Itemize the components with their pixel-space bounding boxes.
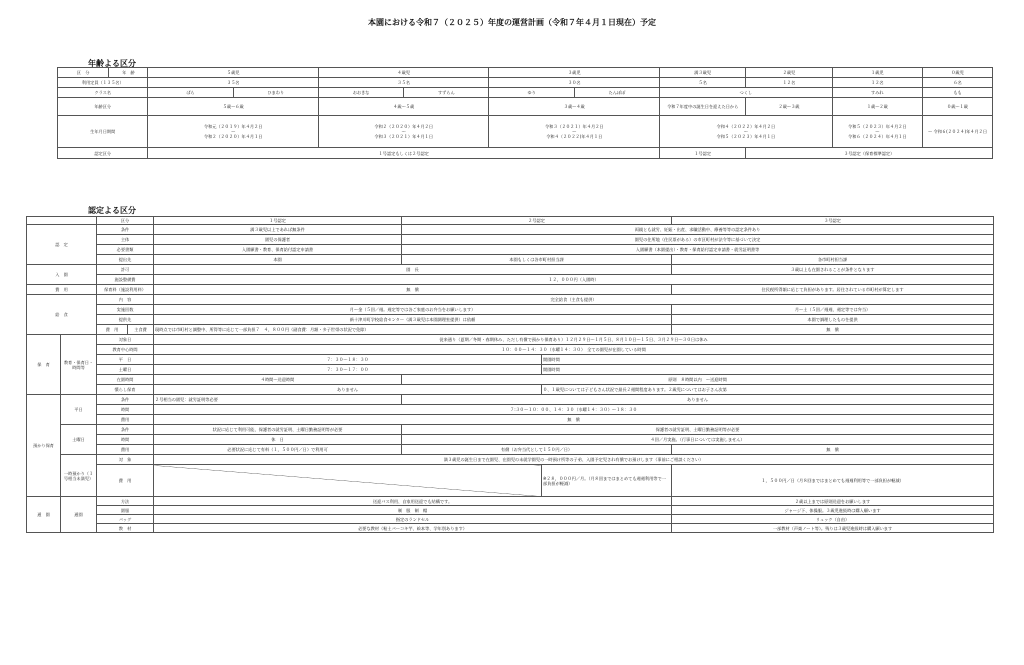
class-cell: おおきな (318, 88, 403, 98)
cert-cell: 園 長 (154, 265, 672, 275)
cert-cell: 制 服 制 帽 (154, 506, 672, 515)
age-range-cell: ５歳〜６歳 (148, 98, 319, 116)
row-label: 必要書類 (97, 245, 154, 255)
age-range-cell: ０歳〜１歳 (923, 98, 993, 116)
cert-cell: ２歳以上までは原則送迎をお願いします (672, 497, 994, 506)
group-label: 保 育 (27, 335, 61, 395)
row-label: 費用 (97, 415, 154, 425)
temp-target-row (27, 455, 994, 465)
cert-cell: 無 償 (672, 445, 994, 455)
row-label: 施設整備費 (97, 275, 154, 285)
class-cell: すみれ (832, 88, 922, 98)
weekday-hours-row (27, 355, 994, 365)
subgroup-label: 教育・保育日・時間等 (61, 335, 97, 395)
capacity-cell: １２名 (832, 78, 922, 88)
meal-content-row (27, 295, 994, 305)
capacity-header: 利用定員（１３５名） (58, 78, 148, 88)
capacity-cell: １２名 (746, 78, 832, 88)
cert-cell: 無 償 (154, 285, 672, 295)
row-label: 実施回数 (97, 305, 154, 315)
cert-cell: ※２８，０００円／月。（月８回まではまとめても週週利用等で一部負担が軽減） (542, 465, 672, 497)
certification-row (58, 148, 993, 159)
commute-uniform-row (27, 506, 994, 515)
cert-cell: リュック（自由） (672, 515, 994, 524)
age-range-cell: １歳〜２歳 (832, 98, 922, 116)
birth-to: 令和６（２０２４）年４月１日 (848, 134, 907, 139)
birth-from: 令和２（２０２０）年４月２日 (374, 124, 434, 129)
cert-cell: 開園時間 (542, 355, 994, 365)
cert-documents-row (27, 245, 994, 255)
cert-cell: 新十津川町学校給食センター（満３歳児は本園調理室提供）は依頼 (154, 315, 672, 325)
birth-sep: 〜 (927, 129, 933, 134)
age-range-cell: 令和７年度中の誕生日を迎えた日から (660, 98, 746, 116)
birth-sep: 〜 (743, 129, 748, 134)
commute-bag-row (27, 515, 994, 524)
row-label: 方法 (97, 497, 154, 506)
class-cell: ゆり (489, 88, 574, 98)
cert-cell: 必要状況に応じて有料（１，５００円／日）で利用可 (154, 445, 402, 455)
extra-sat-time-row (27, 435, 994, 445)
cert-cell: 住民税所得額に応じて負担があります。居住されている市町村が算定します (672, 285, 994, 295)
capacity-row (58, 78, 993, 88)
row-label: 対象日 (97, 335, 154, 345)
row-label: 提供先 (97, 315, 154, 325)
row-label: 費 用 (97, 325, 128, 335)
group-label: 認 定 (27, 225, 97, 265)
cert-cell: ４時間〜送迎時間 (154, 375, 402, 385)
row-label: 教 材 (97, 524, 154, 533)
row-label: 慣らし保育 (97, 385, 154, 395)
cert-cell: 無 償 (672, 325, 994, 335)
row-label: 提出先 (97, 255, 154, 265)
cert-category-row (27, 217, 994, 225)
cert-cell: 完全給食（主食も提供） (154, 295, 994, 305)
meal-days-row (27, 305, 994, 315)
birth-from: 令和３（２０２１）年４月２日 (544, 124, 604, 129)
childcare-fee-row (27, 285, 994, 295)
cert-cell: 月〜金（５回／週。週定等では各ご家庭のお弁当をお願いします） (154, 305, 672, 315)
diagonal-cell (154, 465, 542, 497)
cert-cell: ０、１歳児については子どもさん状況で最長２週間程度あります。２歳児についてはお子さん次第 (542, 385, 994, 395)
subgroup-label: 平日 (61, 395, 97, 425)
cert-cell: 入園願書（本園提出）・教育・保育給付認定申請書・就労証明書等 (402, 245, 994, 255)
row-label: 時間 (97, 435, 154, 445)
cert-cell: 月〜土（５回／週週、週定等では弁当） (672, 305, 994, 315)
row-sublabel: 主食費 (128, 325, 154, 335)
age-section-heading: 年齢よる区分 (88, 59, 136, 68)
cert-cell: 原則 ８時間以内 〜送迎時間 (402, 375, 994, 385)
capacity-cell: ５名 (660, 78, 746, 88)
age-range-header: 年齢区分 (58, 98, 148, 116)
row-label: 費用 (97, 445, 154, 455)
group-label: 費 用 (27, 285, 97, 295)
row-label: 条件 (97, 395, 154, 405)
birth-period-cell (148, 116, 319, 148)
cert-submit-row (27, 255, 994, 265)
cert-cell: ３号認定 (672, 217, 994, 225)
cert-subject-row (27, 235, 994, 245)
birth-from: 令和５（２０２３）年４月２日 (848, 124, 907, 129)
age-cell: ３歳児 (489, 68, 660, 78)
age-range-cell: ４歳〜５歳 (318, 98, 489, 116)
row-label: 対 象 (97, 455, 154, 465)
cert-cell: 本園で調理したものを提供 (672, 315, 994, 325)
cert-table (26, 216, 994, 533)
cert-cell: 満３歳児の誕生日まで在園児、在園児の未就学園児の一時預け所等の子弟、入園予定児され有償でお預けします（事前にご相談ください） (154, 455, 994, 465)
cert-cell: 各市町村担当課 (672, 255, 994, 265)
subgroup-label: 土曜日 (61, 425, 97, 455)
cert-cell: ３歳以上も在園されることが条件となります (672, 265, 994, 275)
row-label: 平 日 (97, 355, 154, 365)
row-label: 費 用 (97, 465, 154, 497)
saturday-hours-row (27, 365, 994, 375)
birth-period-cell (489, 116, 660, 148)
row-label: 主体 (97, 235, 154, 245)
birth-to: 令和３（２０２１）年４月１日 (374, 134, 434, 139)
age-cell: ０歳児 (923, 68, 993, 78)
birth-sep: 〜 (231, 129, 236, 134)
extra-sat-cost-row (27, 445, 994, 455)
age-cell: １歳児 (832, 68, 922, 78)
subgroup-label: 通園 (61, 497, 97, 533)
row-label: バッグ (97, 515, 154, 524)
age-table (57, 67, 993, 159)
age-range-row (58, 98, 993, 116)
age-header: 年 齢 (109, 68, 148, 78)
certification-cell: １号認定もしくは２号認定 (148, 148, 660, 159)
cert-cell: 両親とも就労、妊娠・出産、求職活動中、療養等等の認定条件あり (402, 225, 994, 235)
birth-period-header: 生年月日期間 (58, 116, 148, 148)
capacity-cell: ３０名 (489, 78, 660, 88)
cert-cell: ７:３０〜１０：００、１４：３０（水曜１４：３０）〜１８：３０ (154, 405, 994, 415)
cert-condition-row (27, 225, 994, 235)
cert-cell: １，５００円／日（月８回まではまとめても週週利用等で一部負担が軽減） (672, 465, 994, 497)
class-cell: つくし (660, 88, 833, 98)
group-label: 給 食 (27, 295, 97, 335)
cert-cell: 本園もしくは各市町村担当課 (402, 255, 672, 265)
cert-cell: 送迎バス利用、自家用送迎でも結構です。 (154, 497, 672, 506)
group-label: 通 園 (27, 497, 61, 533)
cert-cell: 保護者の就労証明、土曜日勤務証明等が必要 (402, 425, 994, 435)
cert-cell: 本園 (154, 255, 402, 265)
cert-cell: ジャージ下、体操服。３歳児進級時は購入願います (672, 506, 994, 515)
time-in-care-row (27, 375, 994, 385)
birth-to: 令和２（２０２０）年４月１日 (203, 134, 263, 139)
extended-care-row (27, 385, 994, 395)
facility-fee-row (27, 275, 994, 285)
cert-cell: 状況に応じて利用可能、保護者の就労証明、土曜日勤務証明等が必要 (154, 425, 402, 435)
age-range-cell: ３歳〜４歳 (489, 98, 660, 116)
cert-cell: 園児の保護者 (154, 235, 402, 245)
row-label: 許可 (97, 265, 154, 275)
age-cell: ２歳児 (746, 68, 832, 78)
capacity-cell: ３５名 (148, 78, 319, 88)
category-header: 区 分 (58, 68, 109, 78)
age-row (58, 68, 993, 78)
age-cell: ４歳児 (318, 68, 489, 78)
cert-cell: １０：００〜１４：３０（水曜１４：３０） 全ての園児が在園している時間 (154, 345, 994, 355)
row-label: 園服 (97, 506, 154, 515)
row-label: 区分 (97, 217, 154, 225)
birth-period-cell (660, 116, 833, 148)
capacity-cell: ６名 (923, 78, 993, 88)
cert-cell: 園児の住所地（住民票がある）の市区町村が法令等に基づいて決定 (402, 235, 994, 245)
cert-cell: ７：３０〜１８：３０ (154, 355, 542, 365)
birth-period-cell (318, 116, 489, 148)
cert-cell: ありません (154, 385, 542, 395)
row-label: 条件 (97, 425, 154, 435)
certification-cell: １号認定 (660, 148, 746, 159)
cert-cell: ７：３０〜１７：００ (154, 365, 542, 375)
group-label: 預かり保育 (27, 395, 61, 497)
class-cell: ひまわり (233, 88, 318, 98)
cert-cell: 休 日 (154, 435, 402, 445)
birth-to: 令和５（２０２３）年４月１日 (716, 134, 776, 139)
birth-sep: 〜 (401, 129, 406, 134)
age-cell: ５歳児 (148, 68, 319, 78)
cert-cell: 指定のランドセル (154, 515, 672, 524)
birth-sep: 〜 (572, 129, 577, 134)
cert-cell: 開園時間 (542, 365, 994, 375)
cert-cell: 必要な教材（粘土バーコキ芋、絵本等、学年別あります） (154, 524, 672, 533)
class-cell: もも (923, 88, 993, 98)
class-cell: たんぽぽ (574, 88, 659, 98)
document-title: 本園における令和７（２０２５）年度の運営計画（令和７年４月１日現在）予定 (368, 18, 656, 27)
group-label: 入 園 (27, 265, 97, 285)
core-hours-row (27, 345, 994, 355)
commute-materials-row (27, 524, 994, 533)
extra-weekday-cost-row (27, 415, 994, 425)
class-cell: すずらん (404, 88, 489, 98)
meal-cost-row (27, 325, 994, 335)
capacity-cell: ３５名 (318, 78, 489, 88)
birth-period-cell (923, 116, 993, 148)
row-label: 時間 (97, 405, 154, 415)
certification-cell: ３号認定（保育標準認定） (746, 148, 993, 159)
extra-weekday-condition-row (27, 395, 994, 405)
row-label: 在園時間 (97, 375, 154, 385)
birth-sep: 〜 (875, 129, 880, 134)
meal-provider-row (27, 315, 994, 325)
care-target-row (27, 335, 994, 345)
birth-to: 令和４（２０２２)年４月１日 (546, 134, 603, 139)
birth-period-cell (832, 116, 922, 148)
cert-cell: ２号認定 (402, 217, 672, 225)
cert-cell: 一部教材（声楽ノート等）。残りは３歳児進級時は購入願います (672, 524, 994, 533)
row-label: 土曜日 (97, 365, 154, 375)
birth-from: 令和元（２０１９）年４月２日 (203, 124, 263, 129)
temp-cost-row (27, 465, 994, 497)
age-range-cell: ２歳〜３歳 (746, 98, 832, 116)
cert-cell: 満３歳児以上であれば無条件 (154, 225, 402, 235)
birth-from: 令和４（２０２２）年４月２日 (716, 124, 776, 129)
class-header: クラス名 (58, 88, 148, 98)
cert-cell: 現時点では市町村と調整中、所得等に応じて一部負担７ ４，８００円（副食費：月額・多子世帯の状況で免除） (154, 325, 672, 335)
cert-section-heading: 認定よる区分 (88, 206, 136, 215)
cert-cell: ２号相当の園児：就労証明等必要 (154, 395, 402, 405)
subgroup-label: 一時預かり（１号相当未満児） (61, 455, 97, 497)
row-label: 条件 (97, 225, 154, 235)
cert-cell: １号認定 (154, 217, 402, 225)
class-cell: ばら (148, 88, 233, 98)
row-label: 内 容 (97, 295, 154, 305)
cert-cell: 無 償 (154, 415, 994, 425)
cert-cell: １２，０００円（入園時） (154, 275, 994, 285)
admission-permission-row (27, 265, 994, 275)
birth-period-row (58, 116, 993, 148)
row-label: 保育料（施設利用料） (97, 285, 154, 295)
class-row (58, 88, 993, 98)
blank-cell (27, 217, 97, 225)
age-cell: 満３歳児 (660, 68, 746, 78)
extra-weekday-time-row (27, 405, 994, 415)
certification-header: 認定区分 (58, 148, 148, 159)
commute-method-row (27, 497, 994, 506)
cert-cell: 有償（お弁当代として１５０円／日） (402, 445, 672, 455)
row-label: 教育中心時間 (97, 345, 154, 355)
cert-cell: 入園願書・教育、保育給付認定申請書 (154, 245, 402, 255)
cert-cell: 従来通り（夏期／冬期・春期休み、ただし有償で預かり保育あり）１２月２９日〜１月５日、８月１０日〜１５日、３月２９日〜３０日は休み (154, 335, 994, 345)
cert-cell: ４回／月実施。（行事日については実施しません） (402, 435, 994, 445)
cert-cell: ありません (402, 395, 994, 405)
extra-sat-condition-row (27, 425, 994, 435)
birth-to: 令和６(２０２４)年４月２日 (933, 129, 988, 134)
